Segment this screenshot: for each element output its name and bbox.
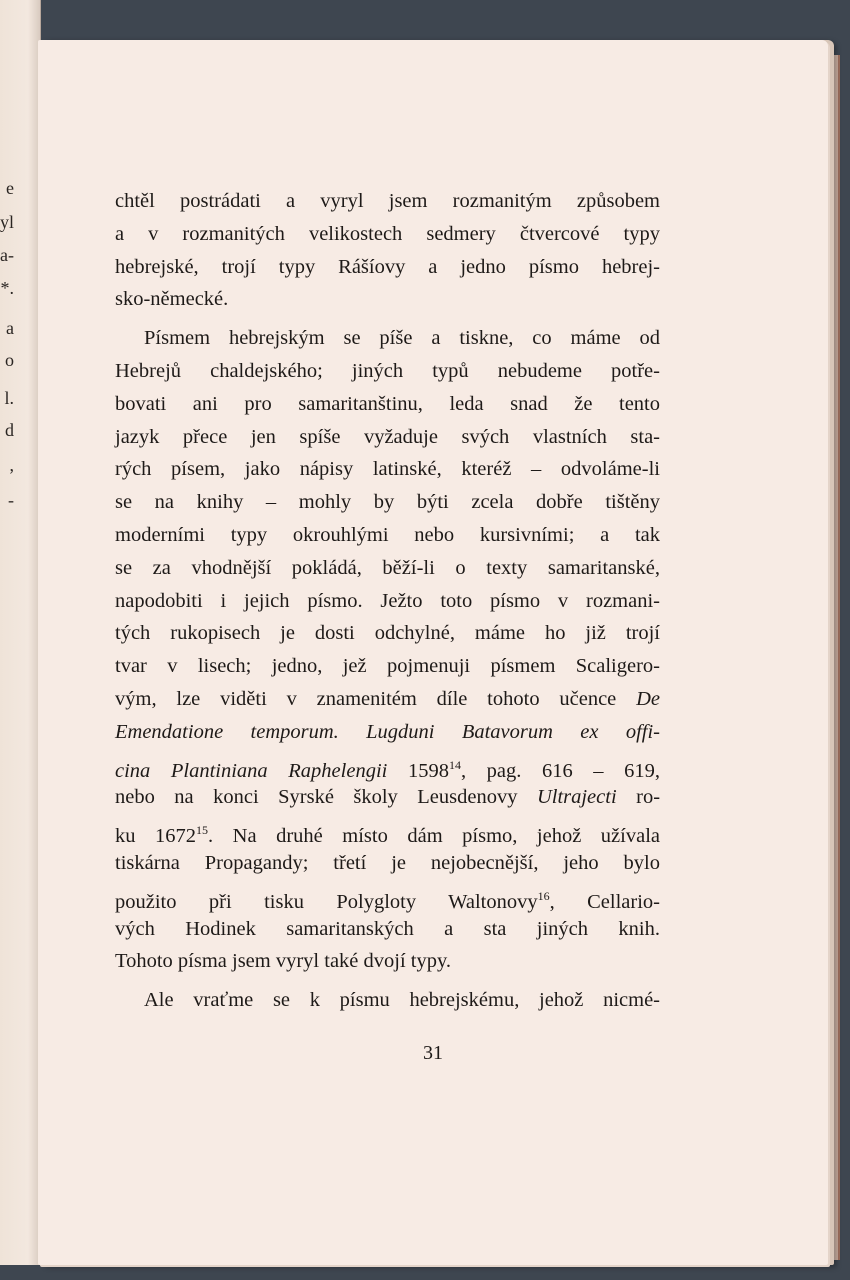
text-line: sko-německé. (115, 288, 229, 311)
text-line: tiskárna Propagandy; třetí je nejobecnější, jeho bylo (115, 851, 660, 874)
text-line: ku 1672$^{15}$. Na druhé místo dám písmo, jehož užívala (115, 823, 660, 847)
text-line: moderními typy okrouhlými nebo kursivními; a tak (115, 523, 660, 546)
italic-place: Ultrajecti (536, 786, 617, 809)
facing-page-fragment: l. (4, 388, 14, 408)
facing-page-fragment: , (9, 455, 14, 475)
text-line: se za vhodnější pokládá, běží-li o texty samaritanské, (115, 556, 660, 579)
text-line: napodobiti i jejich písmo. Ježto toto písmo v rozmani- (115, 589, 660, 612)
text-line: se na knihy – mohly by býti zcela dobře tištěny (115, 491, 660, 514)
text-line: a v rozmanitých velikostech sedmery čtvercové typy (115, 222, 660, 245)
text-line: použito při tisku Polygloty Waltonovy$^{16}$, Cellario- (115, 888, 660, 913)
text-line: hebrejské, trojí typy Rášíovy a jedno písmo hebrej- (115, 255, 660, 278)
text-line: jazyk přece jen spíše vyžaduje svých vlastních sta- (115, 425, 660, 448)
facing-page-fragment: yl (0, 212, 15, 232)
text-line-with-italic: cina Plantiniana Raphelengii 1598$^{14}$, pag. 616 – 619, (115, 757, 661, 782)
text-line: chtěl postrádati a vyryl jsem rozmanitým způsobem (115, 190, 660, 212)
text-line: Písmem hebrejským se píše a tiskne, co máme od (144, 327, 660, 350)
page-number: 31 (423, 1042, 443, 1064)
text-line: vých Hodinek samaritanských a sta jiných knih. (115, 917, 660, 940)
text-line: Ale vraťme se k písmu hebrejskému, jehož nicmé- (144, 989, 660, 1012)
book-page (38, 40, 828, 1265)
facing-page-fragment: *. (0, 278, 14, 298)
page-stack-edge (828, 55, 840, 1260)
text-line-italic (115, 716, 660, 749)
text-line: tvar v lisech; jedno, jež pojmenuji písmem Scaligero- (115, 655, 660, 678)
italic-title: De (636, 687, 660, 710)
footnote-ref-16: 16 (537, 888, 550, 903)
footnote-ref-15: 15 (196, 823, 209, 838)
text-line: tých rukopisech je dosti odchylné, máme ho již trojí (115, 622, 660, 645)
facing-page-fragment: e (6, 178, 14, 198)
text-line: bovati ani pro samaritanštinu, leda snad že tento (115, 392, 660, 415)
text-line: Hebrejů chaldejského; jiných typů nebudeme potře- (115, 359, 660, 382)
body-text (115, 185, 660, 1017)
text-line-with-italic: nebo na konci Syrské školy Leusdenovy Ultrajecti ro- (115, 786, 661, 809)
text-line: Tohoto písma jsem vyryl také dvojí typy. (115, 950, 452, 973)
italic-title: Emendatione temporum. Lugduni Batavorum ex offi- (115, 720, 660, 743)
text-line-with-italic: vým, lze viděti v znamenitém díle tohoto učence De (115, 687, 660, 710)
facing-page-fragment: a (6, 318, 14, 338)
facing-page-fragment: o (5, 350, 14, 370)
facing-page-fragment: - (8, 490, 14, 510)
footnote-ref-14: 14 (448, 757, 461, 772)
facing-page-fragment: d (5, 420, 14, 440)
text-line: rých písem, jako nápisy latinské, kteréž – odvoláme-li (115, 458, 660, 481)
facing-page-fragment: a- (0, 245, 14, 265)
italic-title: cina Plantiniana Raphelengii (115, 759, 388, 782)
facing-page-edge (0, 0, 41, 1265)
